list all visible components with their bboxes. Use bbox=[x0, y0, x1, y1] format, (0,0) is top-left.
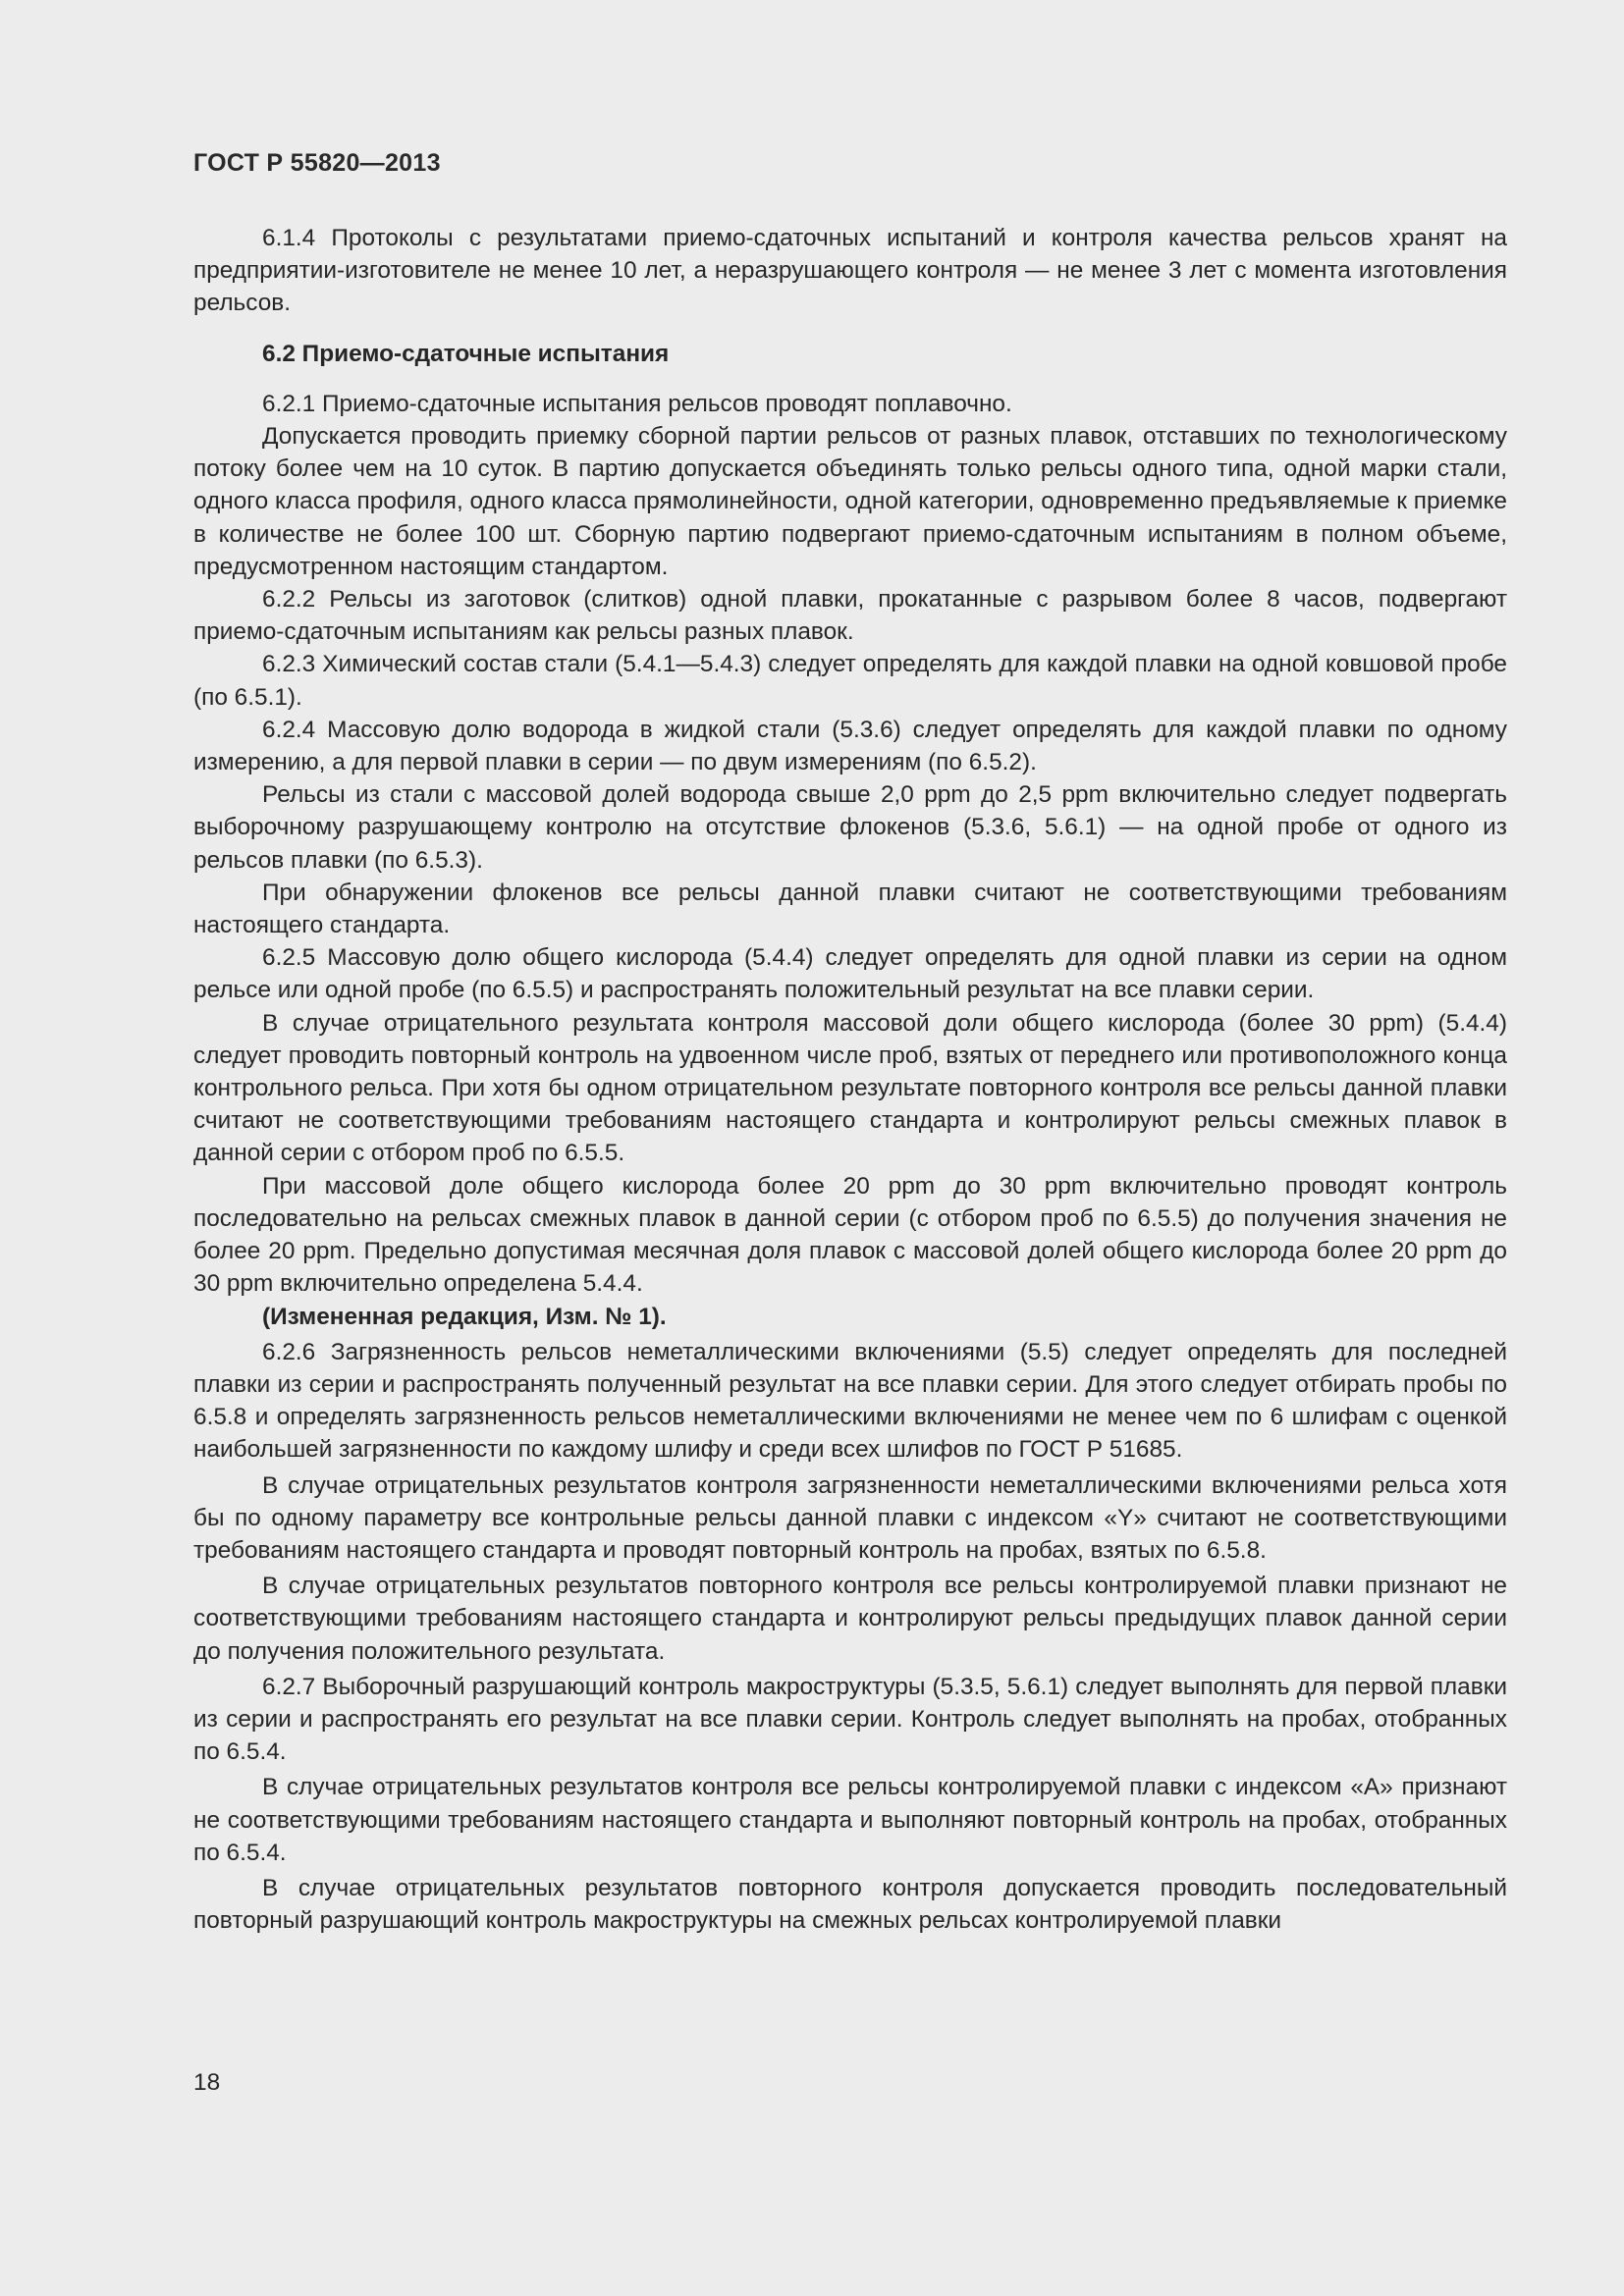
paragraph-6-2-1: 6.2.1 Приемо-сдаточные испытания рельсов проводят поплавочно. bbox=[262, 390, 1012, 417]
section-heading-6-2: 6.2 Приемо-сдаточные испытания bbox=[262, 340, 670, 367]
paragraph-6-2-7-c: В случае отрицательных результатов повторного контроля допускается проводить последовательный повторный разрушающий контроль макроструктуры на смежных рельсах контролируемой плавки bbox=[193, 1874, 1507, 1935]
document-body bbox=[193, 222, 1507, 1937]
page-number: 18 bbox=[193, 2069, 221, 2096]
paragraph-6-2-6: 6.2.6 Загрязненность рельсов неметаллическими включениями (5.5) следует определять для последней плавки из серии и распространять полученный результат на все плавки серии. Для этого следует отбирать пробы по 6.5.8 и определять загрязненность рельсов неметаллическими включениями не менее чем по 6 шлифам с оценкой наибольшей загрязненности по каждому шлифу и среди всех шлифов по ГОСТ Р 51685. bbox=[193, 1338, 1507, 1464]
paragraph-6-2-4-c: При обнаружении флокенов все рельсы данной плавки считают не соответствующими требованиям настоящего стандарта. bbox=[193, 879, 1507, 939]
paragraph-6-2-5-b: В случае отрицательного результата контроля массовой доли общего кислорода (более 30 ppm) (5.4.4) следует проводить повторный контроль на удвоенном числе проб, взятых от переднего или противоположного конца контрольного рельса. При хотя бы одном отрицательном результате повторного контроля все рельсы данной плавки считают не соответствующими требованиям настоящего стандарта и контролируют рельсы смежных плавок в данной серии с отбором проб по 6.5.5. bbox=[193, 1009, 1507, 1167]
paragraph-6-2-1-b: Допускается проводить приемку сборной партии рельсов от разных плавок, отставших по технологическому потоку более чем на 10 суток. В партию допускается объединять только рельсы одного типа, одной марки стали, одного класса профиля, одного класса прямолинейности, одной категории, одновременно предъявляемые к приемке в количестве не более 100 шт. Сборную партию подвергают приемо-сдаточным испытаниям в полном объеме, предусмотренном настоящим стандартом. bbox=[193, 423, 1507, 580]
paragraph-6-2-6-b: В случае отрицательных результатов контроля загрязненности неметаллическими включениями рельса хотя бы по одному параметру все контрольные рельсы данной плавки с индексом «Y» считают не соответствующими требованиям настоящего стандарта и проводят повторный контроль на пробах, взятых по 6.5.8. bbox=[193, 1471, 1507, 1564]
paragraph-6-2-5: 6.2.5 Массовую долю общего кислорода (5.4.4) следует определять для одной плавки из серии на одном рельсе или одной пробе (по 6.5.5) и распространять положительный результат на все плавки серии. bbox=[193, 944, 1507, 1004]
paragraph-6-2-4-b: Рельсы из стали с массовой долей водорода свыше 2,0 ppm до 2,5 ppm включительно следует подвергать выборочному разрушающему контролю на отсутствие флокенов (5.3.6, 5.6.1) — на одной пробе от одного из рельсов плавки (по 6.5.3). bbox=[193, 781, 1507, 874]
paragraph-6-2-7-b: В случае отрицательных результатов контроля все рельсы контролируемой плавки с индексом «А» признают не соответствующими требованиям настоящего стандарта и выполняют повторный контроль на пробах, отобранных по 6.5.4. bbox=[193, 1774, 1507, 1866]
paragraph-6-2-2: 6.2.2 Рельсы из заготовок (слитков) одной плавки, прокатанные с разрывом более 8 часов, подвергают приемо-сдаточным испытаниям как рельсы разных плавок. bbox=[193, 586, 1507, 646]
amendment-note: (Измененная редакция, Изм. № 1). bbox=[262, 1303, 667, 1330]
paragraph-6-2-7: 6.2.7 Выборочный разрушающий контроль макроструктуры (5.3.5, 5.6.1) следует выполнять для первой плавки из серии и распространять его результат на все плавки серии. Контроль следует выполнять на пробах, отобранных по 6.5.4. bbox=[193, 1673, 1507, 1766]
paragraph-6-2-6-c: В случае отрицательных результатов повторного контроля все рельсы контролируемой плавки признают не соответствующими требованиям настоящего стандарта и контролируют рельсы предыдущих плавок данной серии до получения положительного результата. bbox=[193, 1573, 1507, 1665]
standard-header: ГОСТ Р 55820—2013 bbox=[193, 149, 441, 177]
paragraph-6-1-4: 6.1.4 Протоколы с результатами приемо-сдаточных испытаний и контроля качества рельсов хранят на предприятии-изготовителе не менее 10 лет, а неразрушающего контроля — не менее 3 лет с момента изготовления рельсов. bbox=[193, 225, 1507, 317]
paragraph-6-2-5-c: При массовой доле общего кислорода более 20 ppm до 30 ppm включительно проводят контроль последовательно на рельсах смежных плавок в данной серии (с отбором проб по 6.5.5) до получения значения не более 20 ppm. Предельно допустимая месячная доля плавок с массовой долей общего кислорода более 20 ppm до 30 ppm включительно определена 5.4.4. bbox=[193, 1172, 1507, 1298]
paragraph-6-2-4: 6.2.4 Массовую долю водорода в жидкой стали (5.3.6) следует определять для каждой плавки по одному измерению, а для первой плавки в серии — по двум измерениям (по 6.5.2). bbox=[193, 716, 1507, 776]
paragraph-6-2-3: 6.2.3 Химический состав стали (5.4.1—5.4.3) следует определять для каждой плавки на одной ковшовой пробе (по 6.5.1). bbox=[193, 651, 1507, 711]
